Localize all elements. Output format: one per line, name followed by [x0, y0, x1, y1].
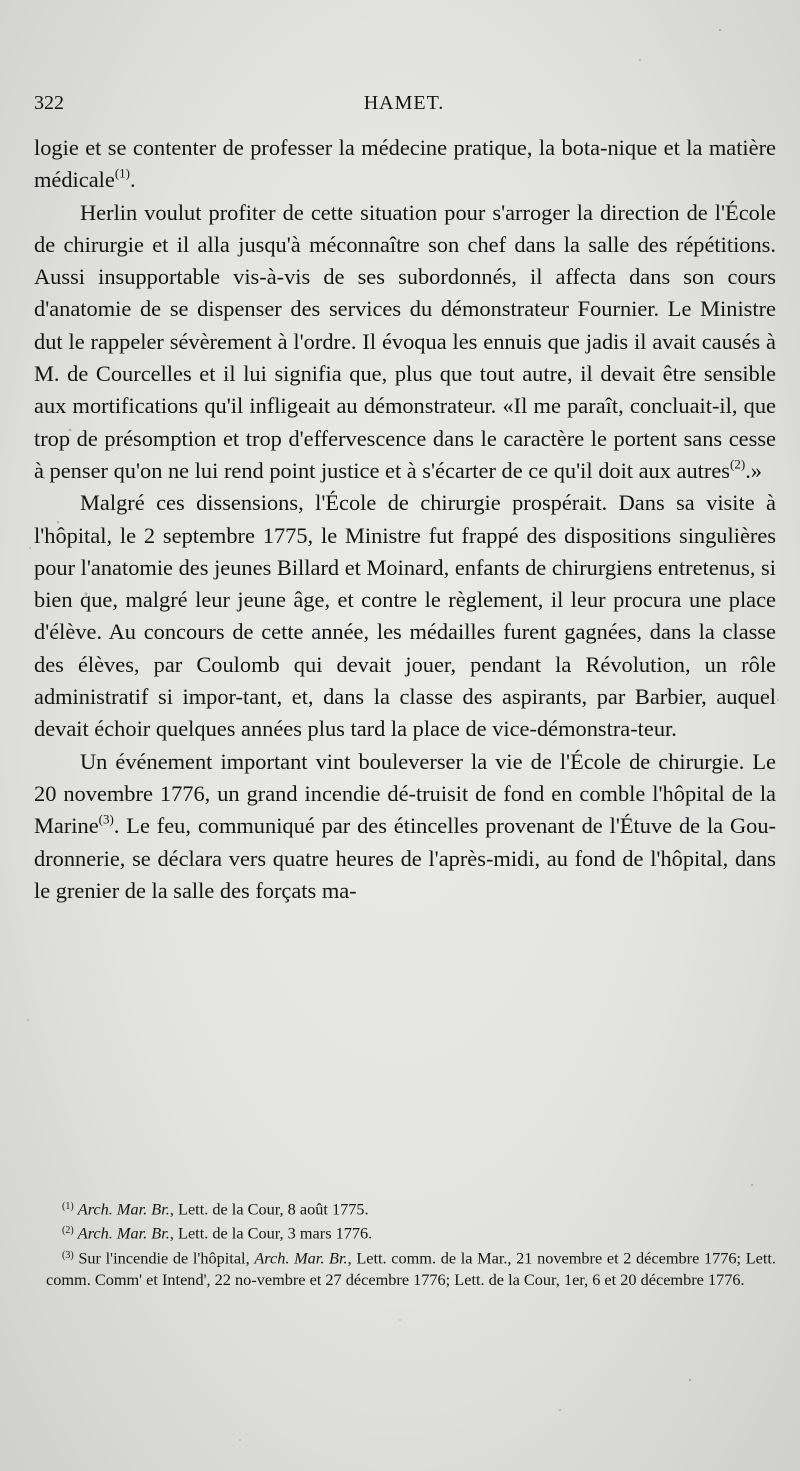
- footnote-3: [46, 1245, 776, 1291]
- body-text: [34, 132, 776, 907]
- footnote-marker: (2): [62, 1225, 74, 1237]
- paragraph-1: [34, 132, 776, 197]
- footnote-2: [46, 1220, 776, 1244]
- footnote-source: Arch. Mar. Br.: [254, 1248, 348, 1268]
- paragraph-text: .»: [745, 457, 762, 483]
- footnote-marker: (3): [62, 1249, 74, 1261]
- footnote-source: Arch. Mar. Br.: [77, 1199, 170, 1219]
- footnote-text: , Lett. de la Cour, 8 août 1775.: [169, 1199, 369, 1219]
- paragraph-text: Un événement important vint bouleverser la vie de l'École de chirurgie. Le 20 novembre 1776, un grand incendie dé-truisit de fond en comble l'hôpital de la Marine: [34, 748, 776, 839]
- footnote-1: [46, 1196, 776, 1220]
- running-title: HAMET.: [363, 92, 445, 114]
- footnote-reference: (3): [98, 811, 114, 827]
- paragraph-text: logie et se contenter de professer la médecine pratique, la bota-nique et la matière médicale: [34, 135, 776, 193]
- paragraph-text: . Le feu, communiqué par des étincelles provenant de l'Étuve de la Gou-dronnerie, se déclara vers quatre heures de l'après-midi, au fond de l'hôpital, dans le grenier de la salle des forçats ma-: [34, 813, 776, 903]
- paragraph-text: Herlin voulut profiter de cette situation pour s'arroger la direction de l'École de chirurgie et il alla jusqu'à méconnaître son chef dans la salle des répétitions. Aussi insupportable vis-à-vis de ses subordonnés, il affecta dans son cours d'anatomie de se dispenser des services du démonstrateur Fournier. Le Ministre dut le rappeler sévèrement à l'ordre. Il évoqua les ennuis que jadis il avait causés à M. de Courcelles et il lui signifia que, plus que tout autre, il devait être sensible aux mortifications qu'il infligeait au démonstrateur. «Il me paraît, concluait-il, que trop de présomption et trop d'effervescence dans le caractère le portent sans cesse à penser qu'on ne lui rend point justice et à s'écarter de ce qu'il doit aux autres: [34, 199, 776, 483]
- paragraph-2: [34, 197, 776, 488]
- footnote-text: Sur l'incendie de l'hôpital,: [78, 1248, 255, 1268]
- footnote-text: , Lett. de la Cour, 3 mars 1776.: [169, 1223, 373, 1243]
- footnote-reference: (2): [730, 456, 746, 472]
- paragraph-text: .: [129, 167, 136, 193]
- footnote-source: Arch. Mar. Br.: [77, 1223, 170, 1243]
- page-header: [34, 92, 774, 120]
- page-number: 322: [34, 92, 64, 114]
- footnote-marker: (1): [62, 1201, 74, 1212]
- paragraph-4: [34, 746, 776, 907]
- footnotes: [46, 1196, 776, 1291]
- paragraph-text: Malgré ces dissensions, l'École de chirurgie prospérait. Dans sa visite à l'hôpital, le 2 septembre 1775, le Ministre fut frappé des dispositions singulières pour l'anatomie des jeunes Billard et Moinard, enfants de chirurgiens entretenus, si bien que, malgré leur jeune âge, et contre le règlement, il leur procura une place d'élève. Au concours de cette année, les médailles furent gagnées, dans la classe des élèves, par Coulomb qui devait jouer, pendant la Révolution, un rôle administratif si impor-tant, et, dans la classe des aspirants, par Barbier, auquel devait échoir quelques années plus tard la place de vice-démonstra-teur.: [34, 490, 776, 742]
- footnote-reference: (1): [114, 165, 130, 181]
- footnote-text: , Lett. comm. de la Mar., 21 novembre et 2 décembre 1776; Lett. comm. Comm' et Intend', 22 no-vembre et 27 décembre 1776; Lett. de la Cour, 1er, 6 et 20 décembre 1776.: [46, 1248, 777, 1289]
- paragraph-3: [34, 487, 776, 745]
